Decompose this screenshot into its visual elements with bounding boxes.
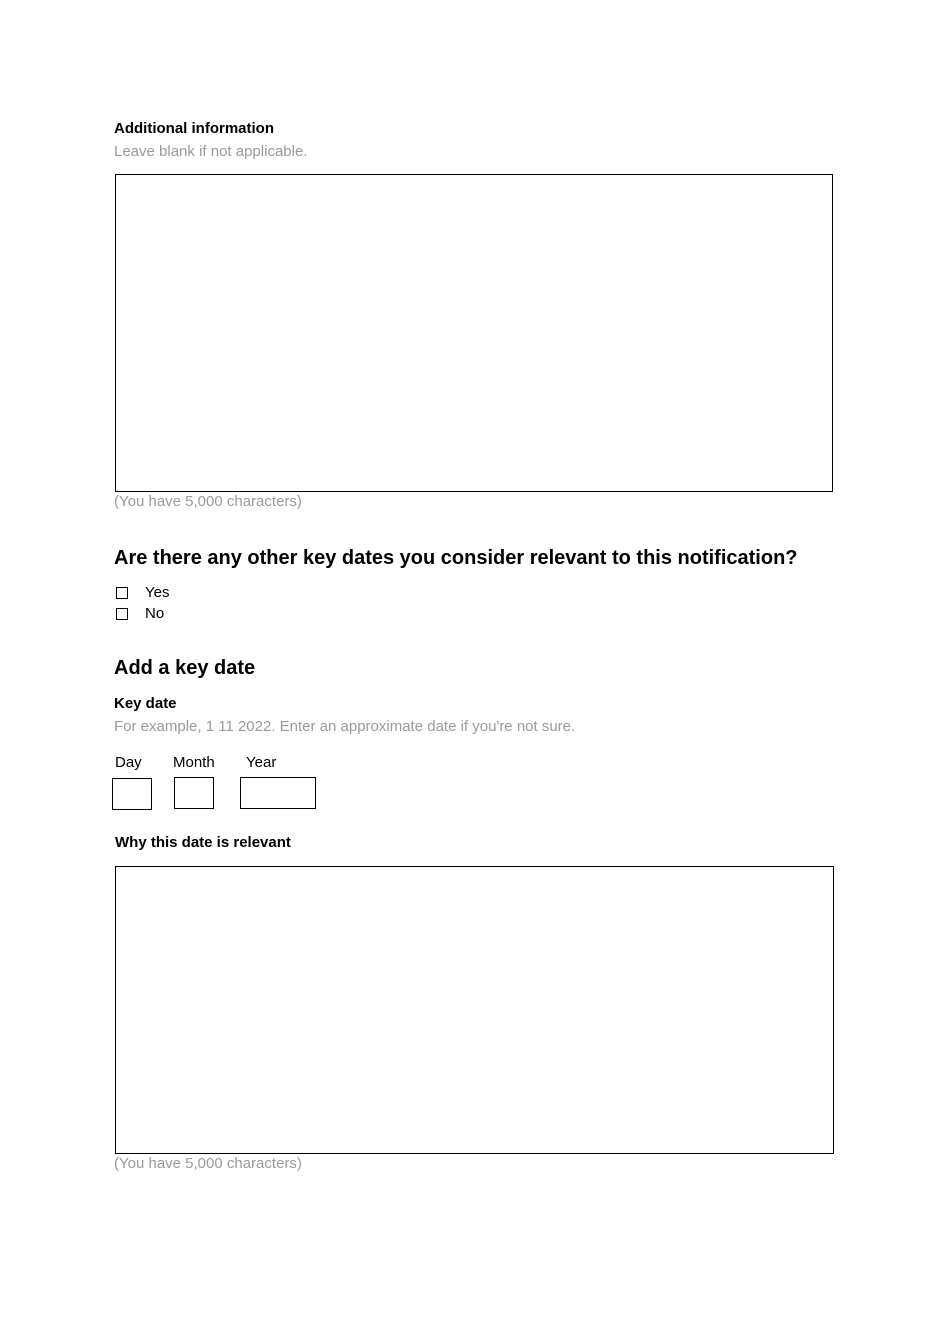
additional-info-hint: Leave blank if not applicable. [114,143,308,160]
option-yes-label: Yes [145,584,170,601]
why-relevant-label: Why this date is relevant [115,834,291,851]
month-label: Month [173,754,215,771]
year-input[interactable] [240,777,316,809]
additional-info-char-count: (You have 5,000 characters) [114,493,302,510]
add-key-date-heading: Add a key date [114,657,256,679]
checkbox-no[interactable] [116,608,128,620]
day-input[interactable] [112,778,152,810]
additional-info-label: Additional information [114,120,274,137]
option-yes[interactable] [116,584,169,602]
month-input[interactable] [174,777,214,809]
key-date-hint: For example, 1 11 2022. Enter an approximate date if you're not sure. [114,718,576,735]
additional-info-textarea[interactable] [115,174,833,492]
year-label: Year [246,754,277,771]
why-relevant-textarea[interactable] [115,866,834,1154]
checkbox-yes[interactable] [116,587,128,599]
why-relevant-char-count: (You have 5,000 characters) [114,1155,302,1172]
option-no-label: No [145,605,165,622]
option-no[interactable] [116,605,164,623]
key-date-label: Key date [114,695,177,712]
day-label: Day [115,754,142,771]
key-dates-question: Are there any other key dates you consider relevant to this notification? [114,547,798,569]
